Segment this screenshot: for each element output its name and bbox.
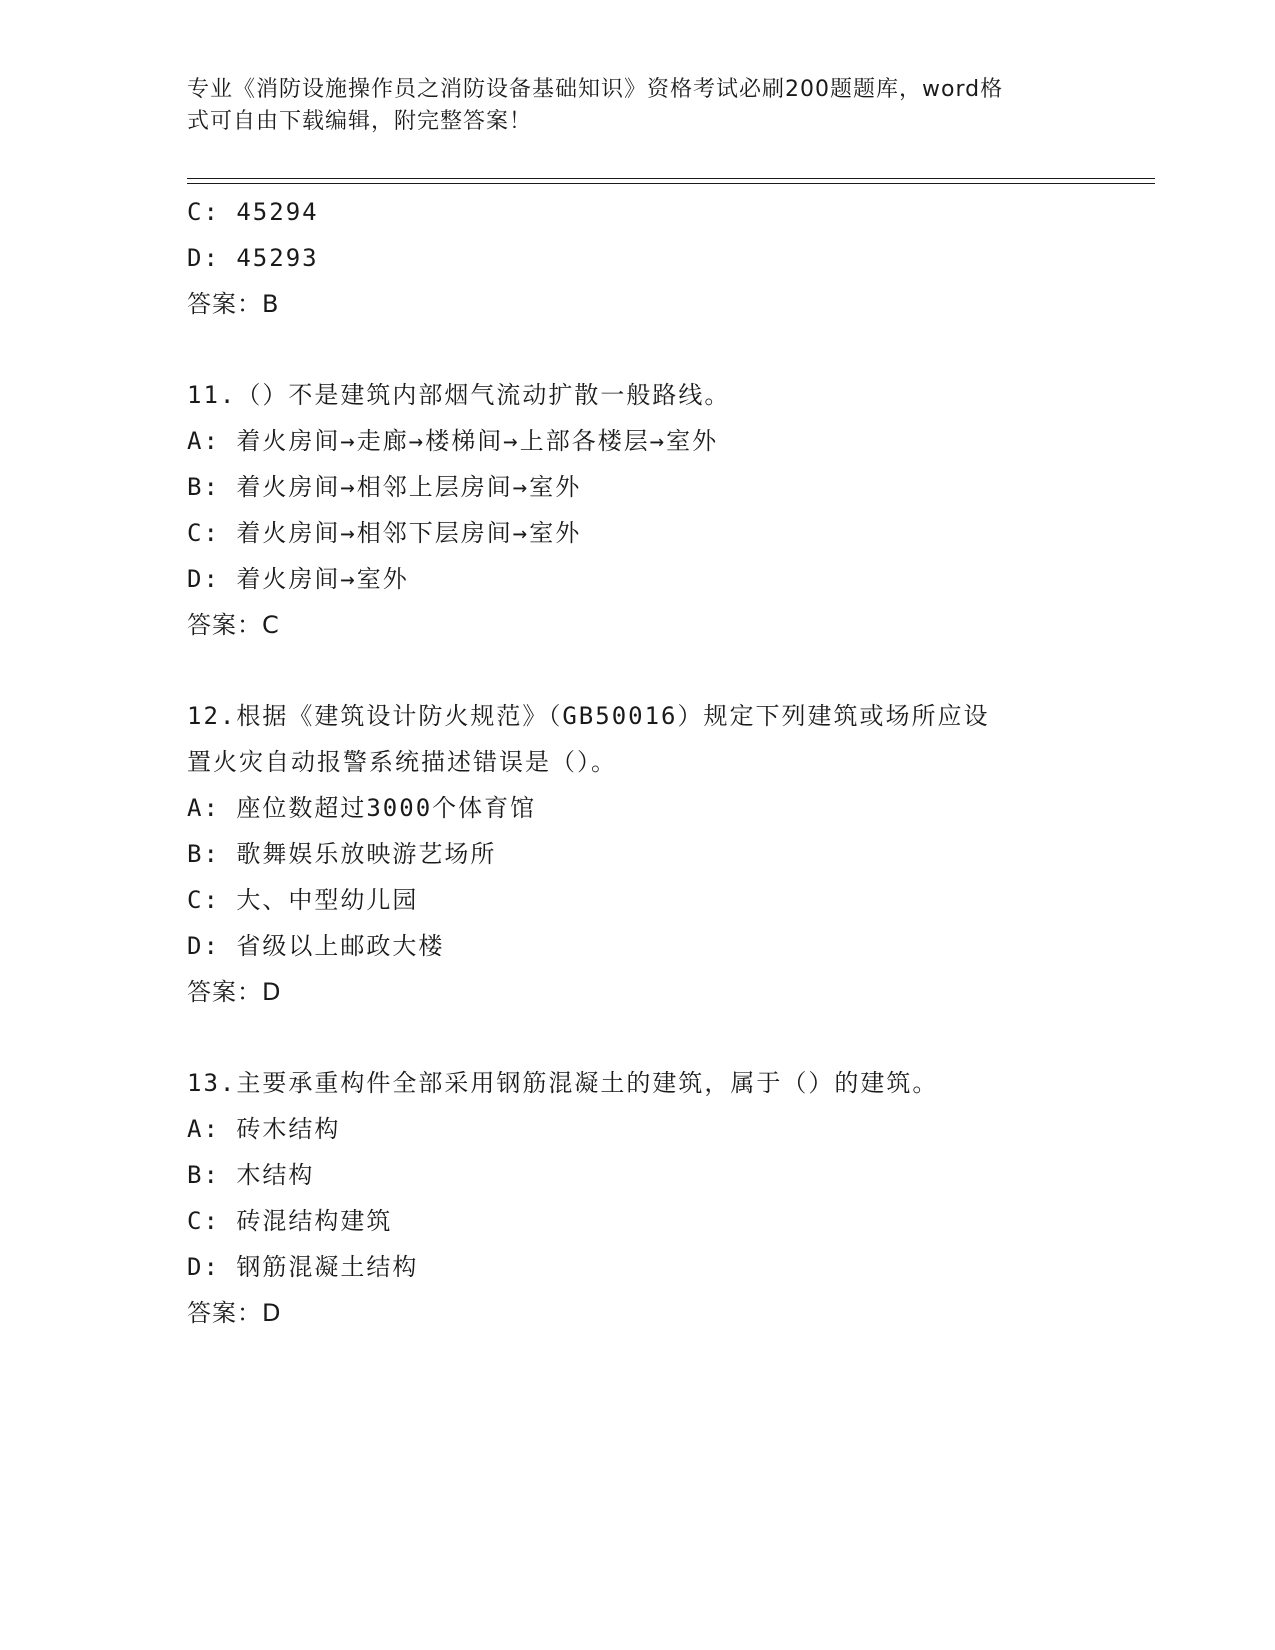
question-11: [187, 372, 1107, 648]
document-header: [187, 74, 1067, 138]
option-text: 钢筋混凝土结构: [236, 1253, 419, 1281]
question-12: [187, 693, 1107, 1015]
option-letter: D:: [187, 244, 220, 272]
answer-line: 答案：C: [187, 611, 280, 639]
header-divider-bottom: [187, 183, 1155, 184]
option-d: [187, 235, 1107, 281]
header-divider-top: [187, 178, 1155, 179]
answer-line: 答案：D: [187, 978, 282, 1006]
option-b: [187, 1152, 1107, 1198]
question-stem-line-1: 12.根据《建筑设计防火规范》（GB50016）规定下列建筑或场所应设: [187, 702, 990, 730]
option-letter: D:: [187, 565, 220, 593]
question-stem: 13.主要承重构件全部采用钢筋混凝土的建筑，属于（）的建筑。: [187, 1069, 939, 1097]
question-13: [187, 1060, 1107, 1336]
option-text: 45294: [236, 198, 319, 226]
spacer: [187, 648, 1107, 693]
option-b: [187, 831, 1107, 877]
option-d: [187, 923, 1107, 969]
option-a: [187, 1106, 1107, 1152]
option-letter: A:: [187, 1115, 220, 1143]
option-letter: D:: [187, 1253, 220, 1281]
header-title-line-1: 专业《消防设施操作员之消防设备基础知识》资格考试必刷200题题库，word格: [187, 77, 1004, 102]
option-letter: B:: [187, 473, 220, 501]
option-text: 砖混结构建筑: [236, 1207, 393, 1235]
question-stem: 11.（）不是建筑内部烟气流动扩散一般路线。: [187, 381, 731, 409]
option-letter: B:: [187, 840, 220, 868]
header-title-line-2: 式可自由下载编辑，附完整答案！: [187, 109, 533, 134]
answer-line: 答案：B: [187, 290, 280, 318]
option-text: 座位数超过3000个体育馆: [236, 794, 537, 822]
option-letter: A:: [187, 794, 220, 822]
option-a: [187, 785, 1107, 831]
option-text: 着火房间→相邻上层房间→室外: [236, 473, 582, 501]
question-list: [187, 189, 1107, 1336]
option-b: [187, 464, 1107, 510]
spacer: [187, 327, 1107, 372]
option-a: [187, 418, 1107, 464]
option-text: 着火房间→走廊→楼梯间→上部各楼层→室外: [236, 427, 719, 455]
option-d: [187, 556, 1107, 602]
option-c: [187, 189, 1107, 235]
option-text: 木结构: [236, 1161, 315, 1189]
option-text: 着火房间→室外: [236, 565, 409, 593]
option-text: 省级以上邮政大楼: [236, 932, 445, 960]
option-text: 45293: [236, 244, 319, 272]
option-letter: C:: [187, 519, 220, 547]
option-letter: C:: [187, 1207, 220, 1235]
option-letter: D:: [187, 932, 220, 960]
prev-question: [187, 189, 1107, 327]
option-letter: C:: [187, 198, 220, 226]
option-text: 砖木结构: [236, 1115, 341, 1143]
option-letter: B:: [187, 1161, 220, 1189]
option-text: 大、中型幼儿园: [236, 886, 419, 914]
option-text: 着火房间→相邻下层房间→室外: [236, 519, 582, 547]
option-c: [187, 510, 1107, 556]
option-letter: C:: [187, 886, 220, 914]
option-letter: A:: [187, 427, 220, 455]
option-d: [187, 1244, 1107, 1290]
option-text: 歌舞娱乐放映游艺场所: [236, 840, 497, 868]
spacer: [187, 1015, 1107, 1060]
option-c: [187, 1198, 1107, 1244]
question-stem-line-2: 置火灾自动报警系统描述错误是（）。: [187, 748, 617, 776]
option-c: [187, 877, 1107, 923]
answer-line: 答案：D: [187, 1299, 282, 1327]
